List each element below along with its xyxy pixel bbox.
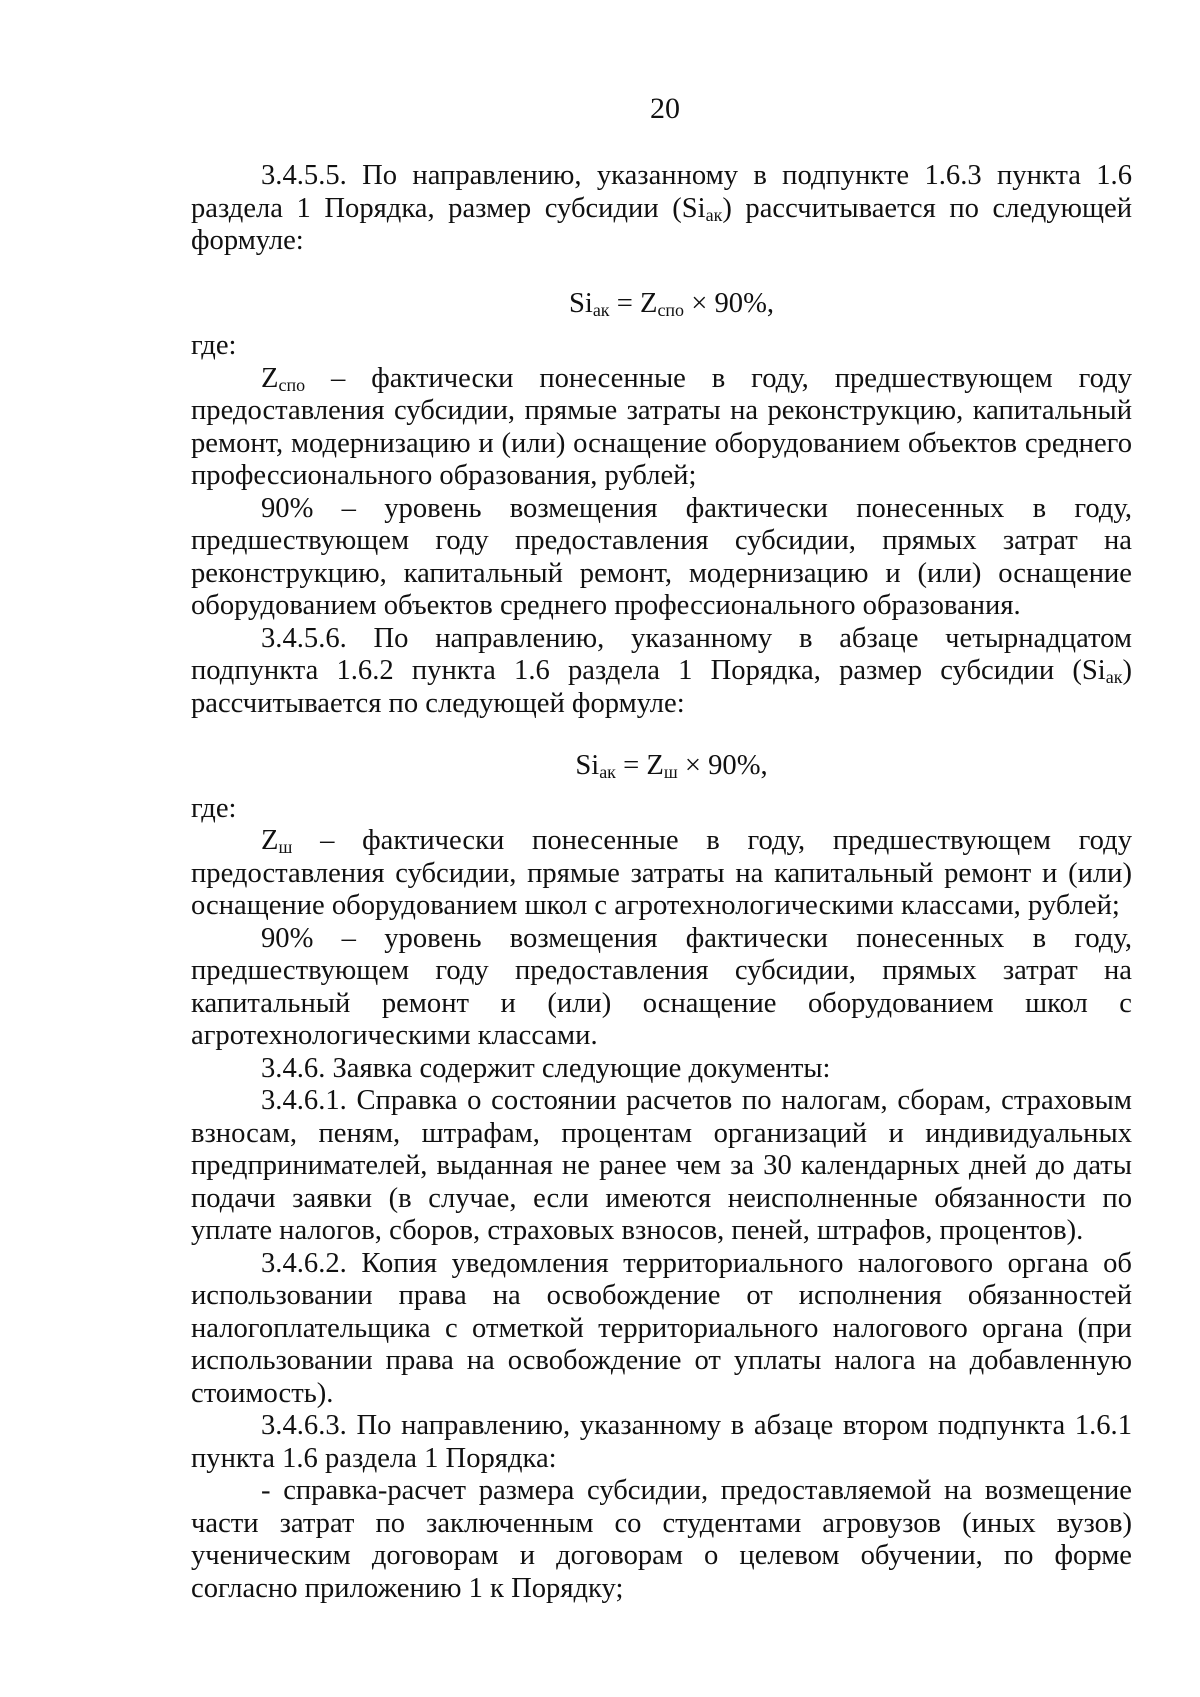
document-body — [191, 160, 1132, 1605]
paragraph-3-4-5-6-intro: 3.4.5.6. По направлению, указанному в абзаце четырнадцатом подпункта 1.6.2 пункта 1.6 раздела 1 Порядка, размер субсидии $(Si_{ак})$ рассчитывается по следующей формуле: — [191, 622, 1132, 719]
definition-90-percent-sh: 90% – уровень возмещения фактически понесенных в году, предшествующем году предоставления субсидии, прямых затрат на капитальный ремонт и (или) оснащение оборудованием школ с агротехнологическими классами. — [191, 922, 1132, 1051]
page-number: 20 — [650, 92, 680, 125]
where-label: где: — [191, 792, 237, 824]
paragraph-3-4-6-heading: 3.4.6. Заявка содержит следующие документы: — [261, 1052, 831, 1084]
list-item-spravka-raschet: - справка-расчет размера субсидии, предоставляемой на возмещение части затрат по заключенным со студентами агровузов (иных вузов) ученическим договорам и договорам о целевом обучении, по форме согласно приложению 1 к Порядку; — [191, 1475, 1132, 1604]
where-label: где: — [191, 330, 237, 361]
definition-90-percent-spo: 90% – уровень возмещения фактически понесенных в году, предшествующем году предоставления субсидии, прямых затрат на реконструкцию, капитальный ремонт, модернизацию и (или) оснащение оборудованием объектов среднего профессионального образования. — [191, 492, 1132, 621]
paragraph-3-4-5-5-intro: 3.4.5.5. По направлению, указанному в подпункте 1.6.3 пункта 1.6 раздела 1 Порядка, размер субсидии $(Si_{ак})$ рассчитывается по следующей формуле: — [191, 160, 1132, 256]
paragraph-3-4-6-3: 3.4.6.3. По направлению, указанному в абзаце втором подпункта 1.6.1 пункта 1.6 раздела 1 Порядка: — [191, 1410, 1132, 1474]
paragraph-3-4-6-1: 3.4.6.1. Справка о состоянии расчетов по налогам, сборам, страховым взносам, пеням, штрафам, процентам организаций и индивидуальных предпринимателей, выданная не ранее чем за 30 календарных дней до даты подачи заявки (в случае, если имеются неисполненные обязанности по уплате налогов, сборов, страховых взносов, пеней, штрафов, процентов). — [191, 1085, 1132, 1246]
definition-z-spo: $Z_{спо}$ – фактически понесенные в году, предшествующем году предоставления субсидии, прямые затраты на реконструкцию, капитальный ремонт, модернизацию и (или) оснащение оборудованием объектов среднего профессионального образования, рублей; — [191, 362, 1132, 491]
definition-z-sh: $Z_ш$ – фактически понесенные в году, предшествующем году предоставления субсидии, прямые затраты на капитальный ремонт и (или) оснащение оборудованием школ с агротехнологическими классами, рублей; — [191, 825, 1132, 921]
formula-si-ak-sh: $Si_{ак} = Z_ш \times 90\%$, — [575, 750, 768, 782]
paragraph-3-4-6-2: 3.4.6.2. Копия уведомления территориального налогового органа об использовании права на освобождение от исполнения обязанностей налогоплательщика с отметкой территориального налогового органа (при использовании права на освобождение от уплаты налога на добавленную стоимость). — [191, 1247, 1132, 1409]
formula-si-ak-spo: $Si_{ак} = Z_{спо} \times 90\%$, — [568, 287, 775, 320]
